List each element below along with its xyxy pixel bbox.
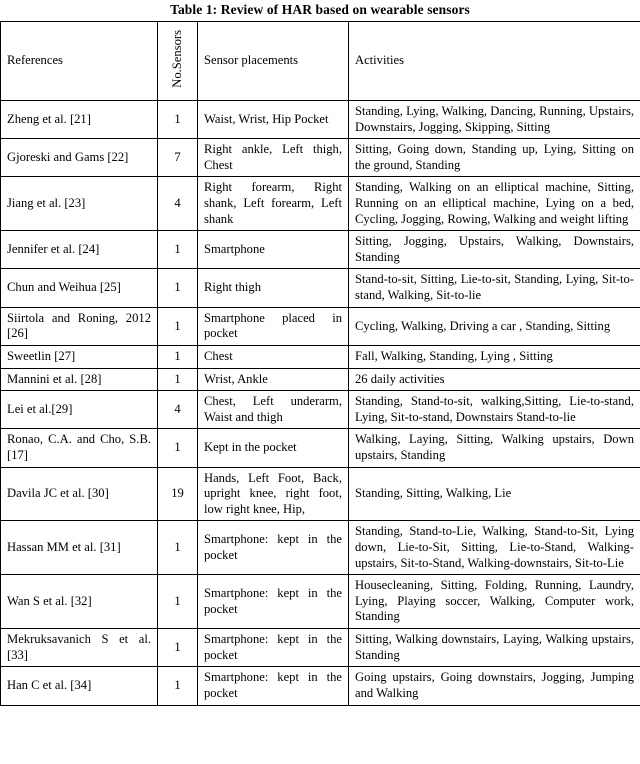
placement-cell: Smartphone bbox=[198, 231, 349, 269]
activities-cell: Fall, Walking, Standing, Lying , Sitting bbox=[349, 345, 640, 368]
table-row bbox=[1, 629, 640, 667]
placement-cell: Right thigh bbox=[198, 269, 349, 307]
reference-cell: Lei et al.[29] bbox=[1, 391, 158, 429]
placement-cell: Kept in the pocket bbox=[198, 429, 349, 467]
activities-cell: Stand-to-sit, Sitting, Lie-to-sit, Standing, Lying, Sit-to-stand, Walking, Sit-to-lie bbox=[349, 269, 640, 307]
table-row bbox=[1, 269, 640, 307]
table-row bbox=[1, 667, 640, 705]
table-header bbox=[1, 22, 640, 101]
table-row bbox=[1, 345, 640, 368]
reference-cell: Hassan MM et al. [31] bbox=[1, 521, 158, 575]
placement-cell: Smartphone: kept in the pocket bbox=[198, 521, 349, 575]
table-row bbox=[1, 391, 640, 429]
reference-cell: Jiang et al. [23] bbox=[1, 177, 158, 231]
activities-cell: Standing, Stand-to-Lie, Walking, Stand-to-Sit, Lying down, Lie-to-Sit, Sitting, Lie-to-Stand, Walking-upstairs, Sit-to-Stand, Walking-downstairs, Sit-to-Lie bbox=[349, 521, 640, 575]
sensor-count-cell: 1 bbox=[158, 667, 198, 705]
table-row bbox=[1, 521, 640, 575]
table-row bbox=[1, 231, 640, 269]
reference-cell: Sweetlin [27] bbox=[1, 345, 158, 368]
sensor-count-cell: 1 bbox=[158, 269, 198, 307]
table-row bbox=[1, 177, 640, 231]
placement-cell: Right ankle, Left thigh, Chest bbox=[198, 139, 349, 177]
header-activities: Activities bbox=[349, 22, 640, 101]
activities-cell: 26 daily activities bbox=[349, 368, 640, 391]
sensor-count-cell: 1 bbox=[158, 101, 198, 139]
placement-cell: Smartphone: kept in the pocket bbox=[198, 575, 349, 629]
reference-cell: Davila JC et al. [30] bbox=[1, 467, 158, 521]
header-references: References bbox=[1, 22, 158, 101]
placement-cell: Chest bbox=[198, 345, 349, 368]
har-review-table bbox=[0, 21, 640, 706]
reference-cell: Gjoreski and Gams [22] bbox=[1, 139, 158, 177]
placement-cell: Right forearm, Right shank, Left forearm, Left shank bbox=[198, 177, 349, 231]
activities-cell: Sitting, Jogging, Upstairs, Walking, Downstairs, Standing bbox=[349, 231, 640, 269]
placement-cell: Smartphone: kept in the pocket bbox=[198, 629, 349, 667]
placement-cell: Smartphone: kept in the pocket bbox=[198, 667, 349, 705]
placement-cell: Wrist, Ankle bbox=[198, 368, 349, 391]
table-row bbox=[1, 429, 640, 467]
sensor-count-cell: 1 bbox=[158, 521, 198, 575]
activities-cell: Standing, Sitting, Walking, Lie bbox=[349, 467, 640, 521]
header-sensor-count bbox=[158, 22, 198, 101]
header-sensor-count-label: No.Sensors bbox=[169, 29, 184, 88]
sensor-count-cell: 19 bbox=[158, 467, 198, 521]
reference-cell: Mannini et al. [28] bbox=[1, 368, 158, 391]
sensor-count-cell: 1 bbox=[158, 575, 198, 629]
reference-cell: Mekruksavanich S et al. [33] bbox=[1, 629, 158, 667]
placement-cell: Waist, Wrist, Hip Pocket bbox=[198, 101, 349, 139]
activities-cell: Sitting, Going down, Standing up, Lying, Sitting on the ground, Standing bbox=[349, 139, 640, 177]
header-row bbox=[1, 22, 640, 101]
sensor-count-cell: 1 bbox=[158, 629, 198, 667]
table-row bbox=[1, 368, 640, 391]
placement-cell: Chest, Left underarm, Waist and thigh bbox=[198, 391, 349, 429]
activities-cell: Going upstairs, Going downstairs, Jogging, Jumping and Walking bbox=[349, 667, 640, 705]
reference-cell: Han C et al. [34] bbox=[1, 667, 158, 705]
table-row bbox=[1, 139, 640, 177]
reference-cell: Wan S et al. [32] bbox=[1, 575, 158, 629]
sensor-count-cell: 1 bbox=[158, 307, 198, 345]
table-row bbox=[1, 575, 640, 629]
activities-cell: Cycling, Walking, Driving a car , Standing, Sitting bbox=[349, 307, 640, 345]
sensor-count-cell: 4 bbox=[158, 177, 198, 231]
reference-cell: Siirtola and Roning, 2012 [26] bbox=[1, 307, 158, 345]
table-caption-label: Table 1: bbox=[170, 2, 218, 17]
table-row bbox=[1, 467, 640, 521]
sensor-count-cell: 7 bbox=[158, 139, 198, 177]
table-caption bbox=[0, 0, 640, 21]
table-row bbox=[1, 101, 640, 139]
placement-cell: Hands, Left Foot, Back, upright knee, right foot, low right knee, Hip, bbox=[198, 467, 349, 521]
sensor-count-cell: 1 bbox=[158, 231, 198, 269]
sensor-count-cell: 1 bbox=[158, 368, 198, 391]
reference-cell: Jennifer et al. [24] bbox=[1, 231, 158, 269]
reference-cell: Chun and Weihua [25] bbox=[1, 269, 158, 307]
reference-cell: Zheng et al. [21] bbox=[1, 101, 158, 139]
table-caption-title: Review of HAR based on wearable sensors bbox=[220, 2, 470, 17]
activities-cell: Standing, Lying, Walking, Dancing, Running, Upstairs, Downstairs, Jogging, Skipping, Sitting bbox=[349, 101, 640, 139]
placement-cell: Smartphone placed in pocket bbox=[198, 307, 349, 345]
table-row bbox=[1, 307, 640, 345]
sensor-count-cell: 1 bbox=[158, 429, 198, 467]
activities-cell: Standing, Walking on an elliptical machine, Sitting, Running on an elliptical machine, Lying on a bed, Cycling, Jogging, Rowing, Walking and weight lifting bbox=[349, 177, 640, 231]
activities-cell: Housecleaning, Sitting, Folding, Running, Laundry, Lying, Playing soccer, Walking, Computer work, Standing bbox=[349, 575, 640, 629]
activities-cell: Sitting, Walking downstairs, Laying, Walking upstairs, Standing bbox=[349, 629, 640, 667]
reference-cell: Ronao, C.A. and Cho, S.B. [17] bbox=[1, 429, 158, 467]
activities-cell: Walking, Laying, Sitting, Walking upstairs, Down upstairs, Standing bbox=[349, 429, 640, 467]
header-placements: Sensor placements bbox=[198, 22, 349, 101]
sensor-count-cell: 4 bbox=[158, 391, 198, 429]
sensor-count-cell: 1 bbox=[158, 345, 198, 368]
activities-cell: Standing, Stand-to-sit, walking,Sitting, Lie-to-stand, Lying, Sit-to-stand, Downstairs Stand-to-lie bbox=[349, 391, 640, 429]
table-body bbox=[1, 101, 640, 706]
